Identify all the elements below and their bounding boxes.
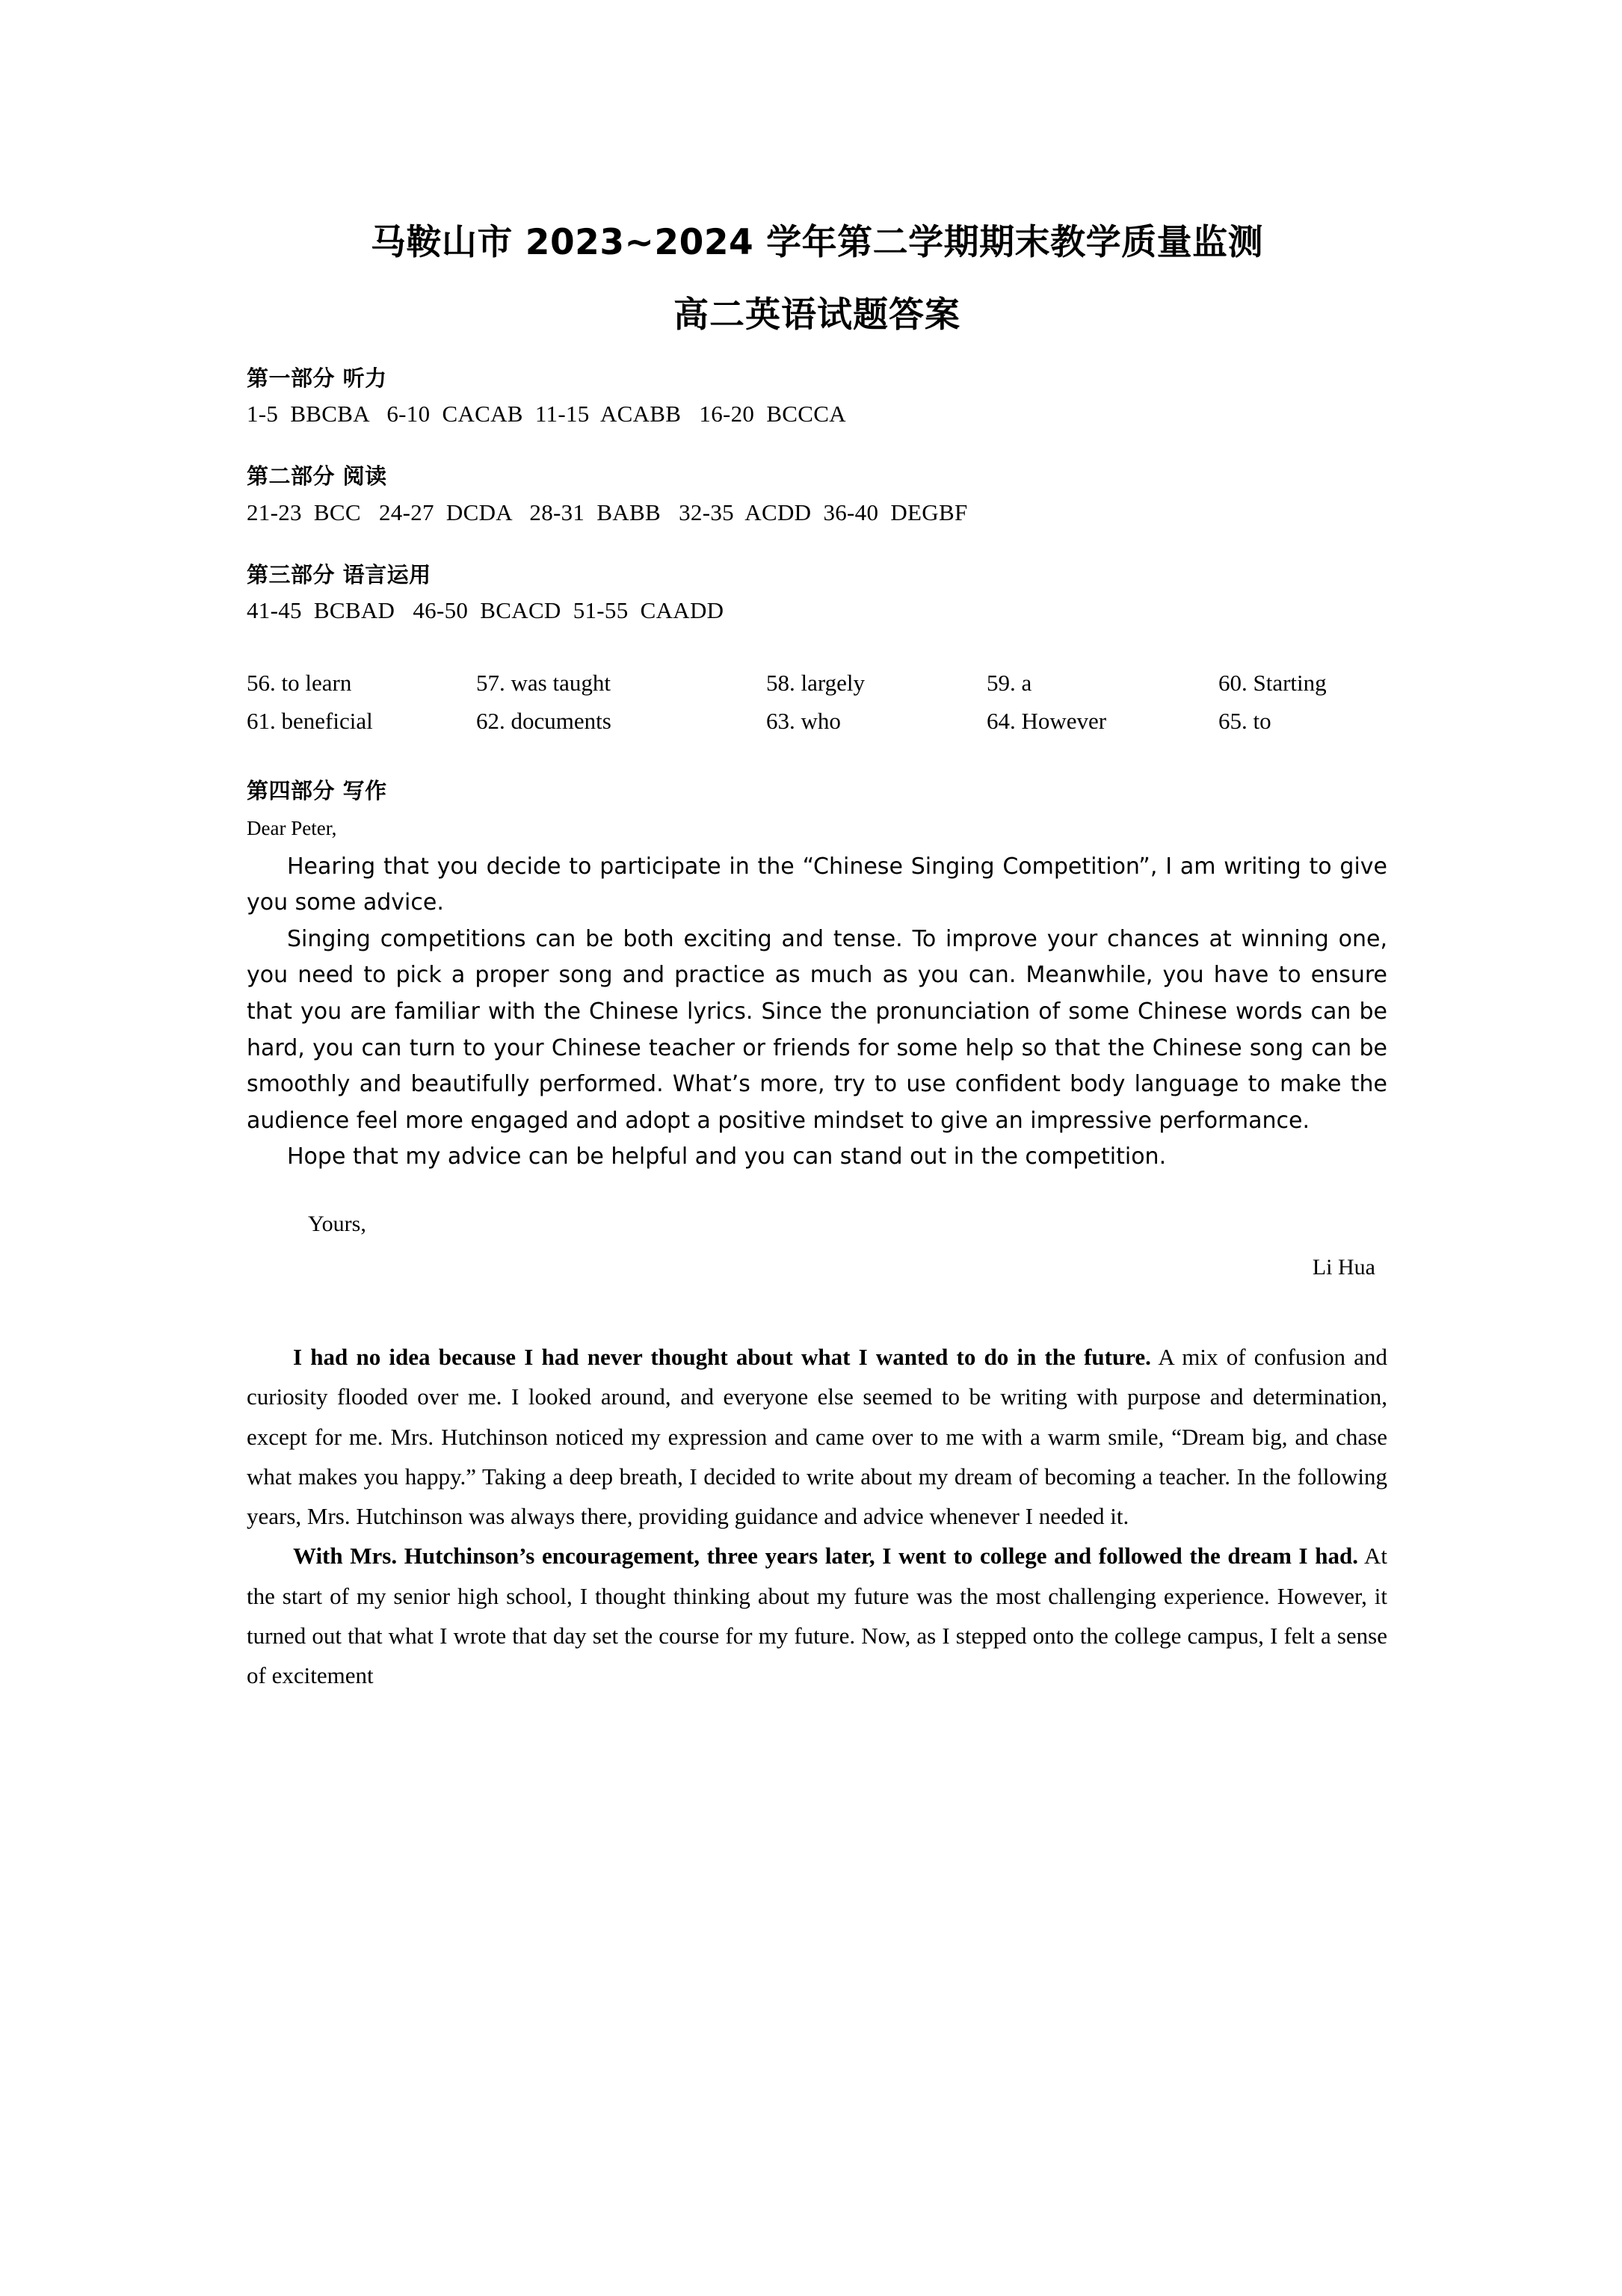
section-heading-listening: 第一部分 听力 <box>247 365 387 391</box>
section-part-two <box>247 463 1387 528</box>
blank-answer-65: 65. to <box>1218 708 1271 735</box>
answer-line-reading: 21-23 BCC 24-27 DCDA 28-31 BABB 32-35 ACDD 36-40 DEGBF <box>247 499 968 525</box>
section-heading-writing: 第四部分 写作 <box>247 778 387 804</box>
sample-letter <box>247 815 1387 1283</box>
blank-row <box>247 706 1387 735</box>
section-heading-language-use: 第三部分 语言运用 <box>247 561 431 587</box>
fill-in-blank-grid <box>247 668 1387 735</box>
blank-row <box>247 668 1387 697</box>
letter-signature: Li Hua <box>1312 1254 1375 1280</box>
blank-answer-61: 61. beneficial <box>247 708 373 735</box>
section-heading-reading: 第二部分 阅读 <box>247 463 387 490</box>
page-content <box>247 0 1387 1696</box>
continuation-given-sentence-two: With Mrs. Hutchinson’s encouragement, three years later, I went to college and followed the dream I had. <box>293 1543 1359 1570</box>
letter-paragraph: Singing competitions can be both exciting and tense. To improve your chances at winning one, you need to pick a proper song and practice as much as you can. Meanwhile, you have to ensure that you are familiar with the Chinese lyrics. Since the pronunciation of some Chinese words can be hard, you can turn to your Chinese teacher or friends for some help so that the Chinese song can be smoothly and beautifully performed. What’s more, try to use confident body language to make the audience feel more engaged and adopt a positive mindset to give an impressive performance. <box>247 925 1387 1134</box>
blank-answer-62: 62. documents <box>476 708 611 735</box>
blank-answer-64: 64. However <box>987 708 1107 735</box>
blank-answer-63: 63. who <box>766 708 841 735</box>
continuation-paragraph-one <box>247 1337 1387 1537</box>
answer-line-language-use: 41-45 BCBAD 46-50 BCACD 51-55 CAADD <box>247 597 724 624</box>
blank-answer-59: 59. a <box>987 670 1032 697</box>
page-title: 马鞍山市 2023~2024 学年第二学期期末教学质量监测 <box>370 222 1264 263</box>
page-subtitle: 高二英语试题答案 <box>673 294 960 336</box>
blank-answer-56: 56. to learn <box>247 670 352 697</box>
continuation-given-sentence-one: I had no idea because I had never thought about what I wanted to do in the future. <box>293 1343 1151 1370</box>
blank-answer-60: 60. Starting <box>1218 670 1327 697</box>
blank-answer-57: 57. was taught <box>476 670 611 697</box>
letter-salutation: Dear Peter, <box>247 816 337 839</box>
continuation-body-two: At the start of my senior high school, I thought thinking about my future was the most challenging experience. However, it turned out that what I wrote that day set the course for my future. Now, as I stepped onto the college campus, I felt a sense of excitement <box>247 1543 1387 1689</box>
section-part-three <box>247 561 1387 736</box>
letter-paragraph: Hearing that you decide to participate in the “Chinese Singing Competition”, I am writing to give you some advice. <box>247 853 1387 916</box>
section-part-four <box>247 777 1387 1696</box>
letter-closing: Yours, <box>308 1211 366 1236</box>
continuation-paragraph-two <box>247 1536 1387 1695</box>
sample-continuation-writing <box>247 1337 1387 1696</box>
section-part-one <box>247 365 1387 430</box>
letter-paragraph: Hope that my advice can be helpful and you can stand out in the competition. <box>287 1144 1167 1170</box>
answer-line-listening: 1-5 BBCBA 6-10 CACAB 11-15 ACABB 16-20 BCCCA <box>247 401 846 428</box>
continuation-body-one: A mix of confusion and curiosity flooded over me. I looked around, and everyone else seemed to be writing with purpose and determination, except for me. Mrs. Hutchinson noticed my expression and came over to me with a warm smile, “Dream big, and chase what makes you happy.” Taking a deep breath, I decided to write about my dream of becoming a teacher. In the following years, Mrs. Hutchinson was always there, providing guidance and advice whenever I needed it. <box>247 1343 1387 1530</box>
blank-answer-58: 58. largely <box>766 670 866 697</box>
